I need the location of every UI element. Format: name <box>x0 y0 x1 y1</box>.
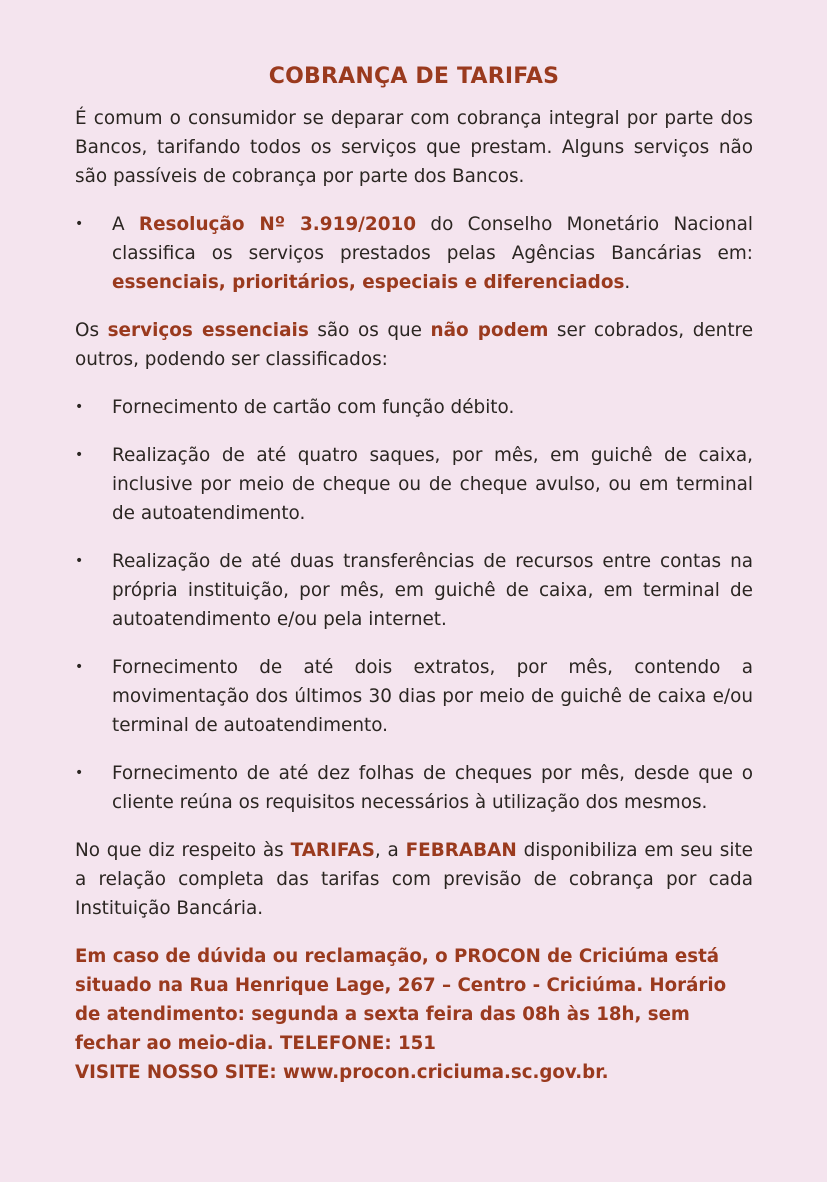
procon-contact-text: Em caso de dúvida ou reclamação, o PROCON de Criciúma está situado na Rua Henrique Lage, 267 – Centro - Criciúma. Horário de atendimento: segunda a sexta feira das 08h às 18h, sem fechar ao meio-dia. TELEFONE: 151 <box>75 946 727 1054</box>
essential-services-term: serviços essenciais <box>107 320 309 341</box>
resolution-list <box>75 210 753 297</box>
tariffs-text-2: , a <box>374 840 406 861</box>
essential-text-2: são os que <box>308 320 431 341</box>
resolution-reference: Resolução Nº 3.919/2010 <box>138 214 417 235</box>
tarifas-term: TARIFAS <box>290 840 375 861</box>
febraban-term: FEBRABAN <box>405 840 517 861</box>
list-item: • Fornecimento de até dez folhas de cheques por mês, desde que o cliente reúna os requisitos necessários à utilização dos mesmos. <box>75 759 753 817</box>
list-item: • Fornecimento de cartão com função débito. <box>75 393 753 422</box>
intro-paragraph: É comum o consumidor se deparar com cobrança integral por parte dos Bancos, tarifando todos os serviços que prestam. Alguns serviços não são passíveis de cobrança por parte dos Bancos. <box>75 108 753 187</box>
resolution-text-after: . <box>624 272 631 293</box>
tariffs-paragraph <box>75 836 753 923</box>
cannot-be-charged-emphasis: não podem <box>430 320 549 341</box>
page-title: COBRANÇA DE TARIFAS <box>268 64 560 89</box>
list-item: • Realização de até duas transferências de recursos entre contas na própria instituição, por mês, em guichê de caixa, em terminal de autoatendimento e/ou pela internet. <box>75 547 753 634</box>
essential-services-list <box>75 393 753 817</box>
essential-services-paragraph <box>75 316 753 374</box>
list-item: • Fornecimento de até dois extratos, por mês, contendo a movimentação dos últimos 30 dias por meio de guichê de caixa e/ou terminal de autoatendimento. <box>75 653 753 740</box>
list-item: • Realização de até quatro saques, por mês, em guichê de caixa, inclusive por meio de cheque ou de cheque avulso, ou em terminal de autoatendimento. <box>75 441 753 528</box>
resolution-text-before: A <box>112 214 139 235</box>
service-categories: essenciais, prioritários, especiais e diferenciados <box>112 272 625 293</box>
tariffs-text-1: No que diz respeito às <box>75 840 291 861</box>
resolution-item <box>75 210 753 297</box>
website-text: VISITE NOSSO SITE: www.procon.criciuma.sc.gov.br. <box>75 1062 609 1083</box>
contact-info <box>75 942 753 1087</box>
essential-text-1: Os <box>75 320 108 341</box>
resolution-text-middle: do Conselho Monetário Nacional classifica os serviços prestados pelas Agências Bancárias em: <box>112 214 754 264</box>
tariffs-text-3: disponibiliza em seu site a relação completa das tarifas com previsão de cobrança por cada Instituição Bancária. <box>75 840 753 919</box>
essential-text-3: ser cobrados, dentre outros, podendo ser classificados: <box>75 320 754 370</box>
